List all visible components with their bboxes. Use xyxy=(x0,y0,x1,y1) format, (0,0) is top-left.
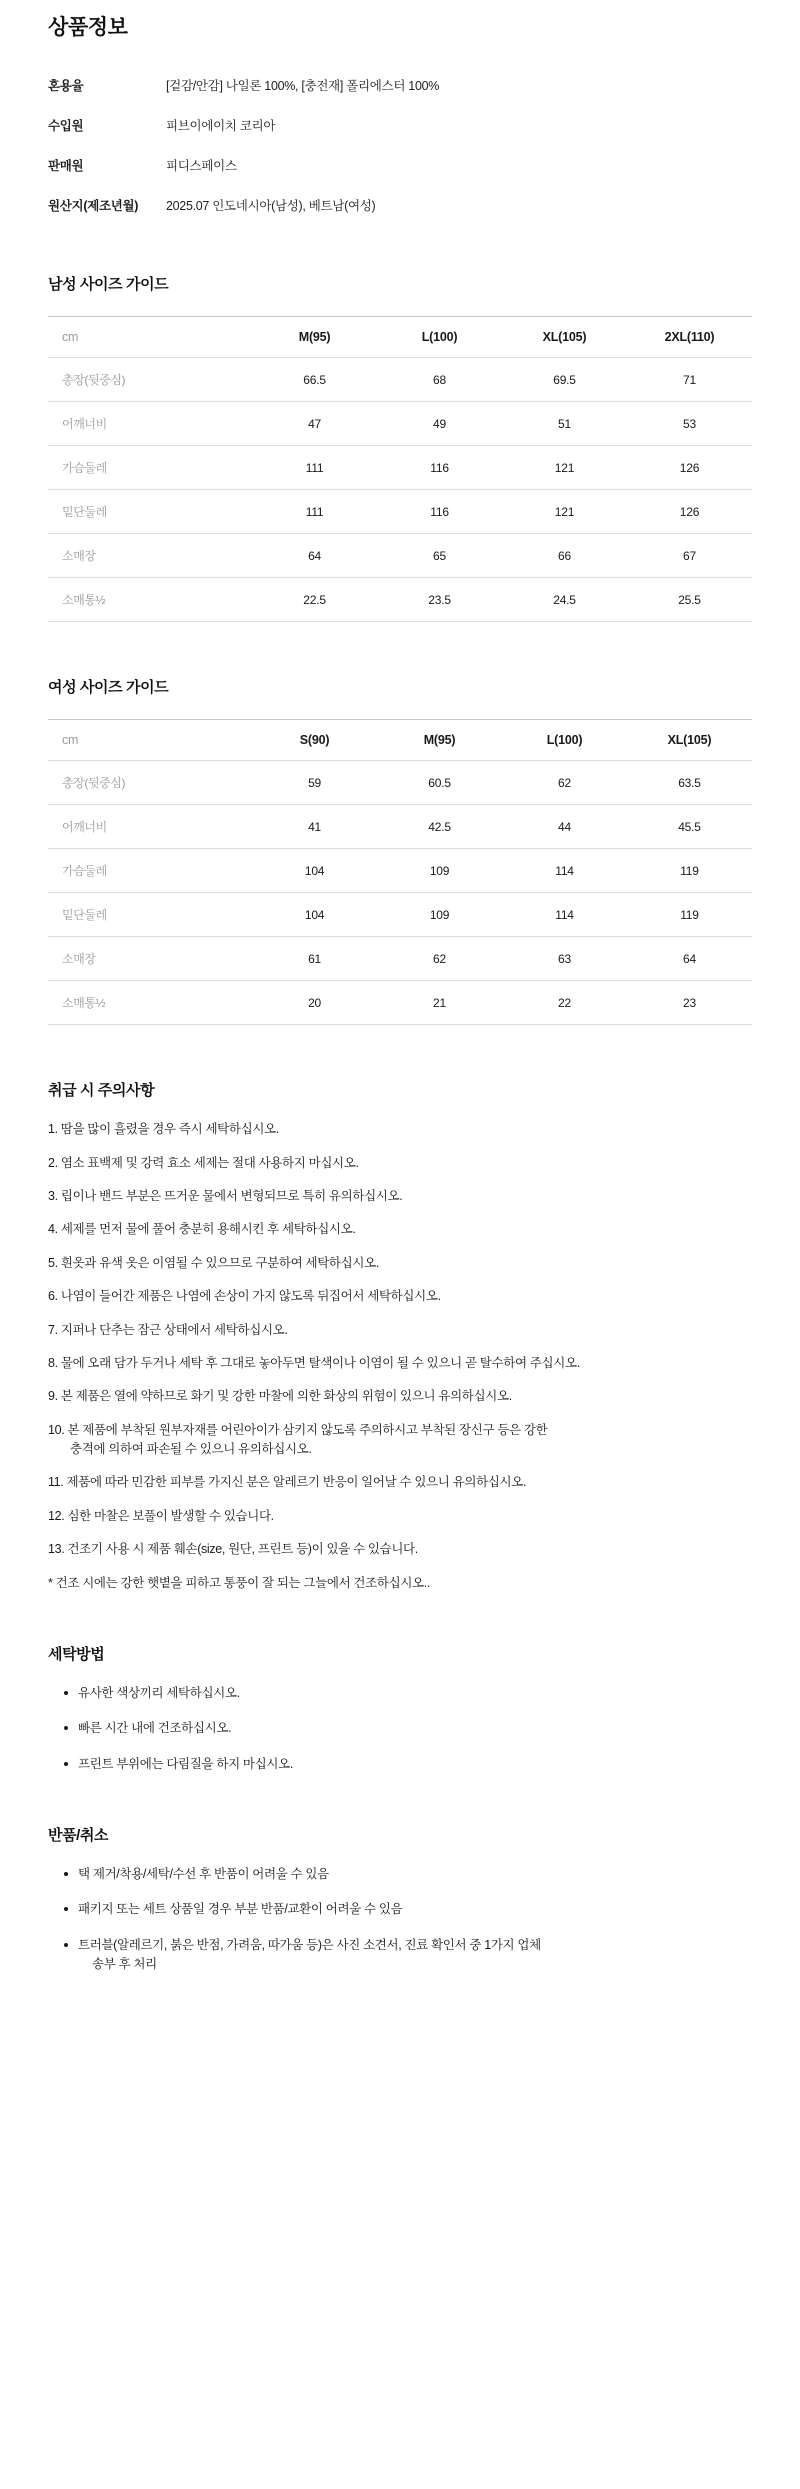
measurement-value: 42.5 xyxy=(377,805,502,849)
care-precaution-item-text: 11. 제품에 따라 민감한 피부를 가지신 분은 알레르기 반응이 일어날 수 있으니 유의하십시오. xyxy=(48,1475,527,1490)
measurement-value: 62 xyxy=(377,937,502,981)
care-precaution-item xyxy=(48,1354,752,1373)
measurement-value: 20 xyxy=(252,981,377,1025)
measurement-value: 104 xyxy=(252,849,377,893)
size-column-header: M(95) xyxy=(377,720,502,761)
washing-method-item xyxy=(64,1755,752,1774)
measurement-value: 116 xyxy=(377,446,502,490)
table-row xyxy=(48,849,752,893)
measurement-value: 111 xyxy=(252,490,377,534)
table-row xyxy=(48,893,752,937)
measurement-label: 가슴둘레 xyxy=(48,446,252,490)
size-column-header: S(90) xyxy=(252,720,377,761)
care-precaution-item xyxy=(48,1154,752,1173)
measurement-label: 어깨너비 xyxy=(48,402,252,446)
spec-row xyxy=(48,157,752,176)
measurement-value: 68 xyxy=(377,358,502,402)
care-precaution-item xyxy=(48,1540,752,1559)
care-precaution-item xyxy=(48,1254,752,1273)
measurement-value: 114 xyxy=(502,849,627,893)
size-column-header: L(100) xyxy=(502,720,627,761)
measurement-value: 53 xyxy=(627,402,752,446)
measurement-value: 62 xyxy=(502,761,627,805)
table-row xyxy=(48,578,752,622)
returns-item-text: 택 제거/착용/세탁/수선 후 반품이 어려울 수 있음 xyxy=(78,1867,329,1882)
women-size-guide-section xyxy=(48,676,752,1025)
size-column-header: XL(105) xyxy=(627,720,752,761)
measurement-value: 109 xyxy=(377,849,502,893)
measurement-value: 45.5 xyxy=(627,805,752,849)
spec-value: [겉감/안감] 나일론 100%, [충전재] 폴리에스터 100% xyxy=(166,79,440,94)
table-row xyxy=(48,937,752,981)
washing-method-heading: 세탁방법 xyxy=(48,1645,105,1663)
measurement-label: 총장(뒷중심) xyxy=(48,358,252,402)
measurement-value: 65 xyxy=(377,534,502,578)
women-size-table xyxy=(48,719,752,1025)
table-row xyxy=(48,805,752,849)
care-precaution-item xyxy=(48,1473,752,1492)
measurement-value: 71 xyxy=(627,358,752,402)
measurement-value: 64 xyxy=(627,937,752,981)
measurement-value: 63.5 xyxy=(627,761,752,805)
care-precaution-item-text: 3. 립이나 밴드 부분은 뜨거운 물에서 변형되므로 특히 유의하십시오. xyxy=(48,1189,403,1204)
measurement-label: 밑단둘레 xyxy=(48,490,252,534)
measurement-label: 소매통½ xyxy=(48,578,252,622)
washing-method-item-text: 프린트 부위에는 다림질을 하지 마십시오. xyxy=(78,1756,293,1771)
men-size-table xyxy=(48,316,752,622)
washing-method-item xyxy=(64,1684,752,1703)
care-precaution-item-text-continued: 충격에 의하여 파손될 수 있으니 유의하십시오. xyxy=(70,1442,312,1457)
measurement-value: 47 xyxy=(252,402,377,446)
measurement-value: 63 xyxy=(502,937,627,981)
measurement-value: 104 xyxy=(252,893,377,937)
returns-item-text: 패키지 또는 세트 상품일 경우 부분 반품/교환이 어려울 수 있음 xyxy=(78,1902,403,1917)
measurement-value: 49 xyxy=(377,402,502,446)
table-row xyxy=(48,534,752,578)
returns-item xyxy=(64,1900,752,1919)
returns-item-text-continued: 송부 후 처리 xyxy=(92,1957,157,1972)
size-column-header: 2XL(110) xyxy=(627,317,752,358)
measurement-value: 21 xyxy=(377,981,502,1025)
measurement-value: 23 xyxy=(627,981,752,1025)
measurement-value: 61 xyxy=(252,937,377,981)
returns-item-text: 트러블(알레르기, 붉은 반점, 가려움, 따가움 등)은 사진 소견서, 진료 확인서 중 1가지 업체 xyxy=(78,1937,541,1952)
measurement-label: 소매장 xyxy=(48,534,252,578)
unit-label: cm xyxy=(48,317,252,358)
measurement-value: 67 xyxy=(627,534,752,578)
returns-list xyxy=(48,1865,752,1975)
measurement-value: 114 xyxy=(502,893,627,937)
spec-label: 수입원 xyxy=(48,119,84,134)
care-precaution-item xyxy=(48,1120,752,1139)
care-precaution-item xyxy=(48,1287,752,1306)
measurement-label: 총장(뒷중심) xyxy=(48,761,252,805)
bottom-spacer xyxy=(48,2025,752,2145)
care-precautions-section xyxy=(48,1079,752,1593)
table-header-row xyxy=(48,720,752,761)
washing-method-item-text: 유사한 색상끼리 세탁하십시오. xyxy=(78,1685,240,1700)
care-precaution-item-text: 12. 심한 마찰은 보풀이 발생할 수 있습니다. xyxy=(48,1508,274,1523)
measurement-value: 119 xyxy=(627,849,752,893)
care-precautions-list xyxy=(48,1120,752,1559)
washing-method-section xyxy=(48,1643,752,1774)
table-row xyxy=(48,981,752,1025)
spec-value: 피브이에이치 코리아 xyxy=(166,119,276,134)
men-size-guide-section xyxy=(48,273,752,622)
returns-section xyxy=(48,1824,752,1975)
table-row xyxy=(48,402,752,446)
measurement-label: 밑단둘레 xyxy=(48,893,252,937)
spec-row xyxy=(48,77,752,96)
care-precaution-item-text: 2. 염소 표백제 및 강력 효소 세제는 절대 사용하지 마십시오. xyxy=(48,1155,359,1170)
measurement-value: 44 xyxy=(502,805,627,849)
measurement-value: 69.5 xyxy=(502,358,627,402)
measurement-label: 가슴둘레 xyxy=(48,849,252,893)
care-precaution-item-text: 8. 물에 오래 담가 두거나 세탁 후 그대로 놓아두면 탈색이나 이염이 될 수 있으니 곧 탈수하여 주십시오. xyxy=(48,1355,580,1370)
measurement-value: 64 xyxy=(252,534,377,578)
unit-label: cm xyxy=(48,720,252,761)
care-precaution-item xyxy=(48,1321,752,1340)
care-precaution-item-text: 5. 흰옷과 유색 옷은 이염될 수 있으므로 구분하여 세탁하십시오. xyxy=(48,1255,379,1270)
table-row xyxy=(48,358,752,402)
men-size-guide-heading: 남성 사이즈 가이드 xyxy=(48,276,169,294)
measurement-value: 126 xyxy=(627,490,752,534)
returns-item xyxy=(64,1865,752,1884)
spec-row xyxy=(48,197,752,216)
table-row xyxy=(48,761,752,805)
care-precaution-item-text: 10. 본 제품에 부착된 원부자재를 어린아이가 삼키지 않도록 주의하시고 부착된 장신구 등은 강한 xyxy=(48,1422,548,1437)
measurement-value: 60.5 xyxy=(377,761,502,805)
page-title: 상품정보 xyxy=(48,16,128,39)
size-column-header: M(95) xyxy=(252,317,377,358)
product-spec-list xyxy=(48,77,752,215)
men-size-table-body xyxy=(48,358,752,622)
men-size-table-head xyxy=(48,317,752,358)
care-precaution-item-text: 1. 땀을 많이 흘렸을 경우 즉시 세탁하십시오. xyxy=(48,1122,279,1137)
measurement-label: 소매장 xyxy=(48,937,252,981)
care-precaution-item-text: 4. 세제를 먼저 물에 풀어 충분히 용해시킨 후 세탁하십시오. xyxy=(48,1222,356,1237)
care-precaution-item-text: 6. 나염이 들어간 제품은 나염에 손상이 가지 않도록 뒤집어서 세탁하십시오. xyxy=(48,1289,441,1304)
measurement-value: 25.5 xyxy=(627,578,752,622)
measurement-value: 24.5 xyxy=(502,578,627,622)
care-precaution-item xyxy=(48,1387,752,1406)
care-precaution-item-text: 13. 건조기 사용 시 제품 훼손(size, 원단, 프린트 등)이 있을 수 있습니다. xyxy=(48,1542,418,1557)
care-precaution-item xyxy=(48,1187,752,1206)
measurement-value: 51 xyxy=(502,402,627,446)
spec-label: 혼용율 xyxy=(48,79,84,94)
measurement-value: 111 xyxy=(252,446,377,490)
measurement-value: 116 xyxy=(377,490,502,534)
size-column-header: XL(105) xyxy=(502,317,627,358)
washing-method-item xyxy=(64,1719,752,1738)
women-size-table-body xyxy=(48,761,752,1025)
care-precautions-heading: 취급 시 주의사항 xyxy=(48,1082,155,1100)
care-precaution-item-text: 7. 지퍼나 단추는 잠근 상태에서 세탁하십시오. xyxy=(48,1322,288,1337)
size-column-header: L(100) xyxy=(377,317,502,358)
care-precaution-item xyxy=(48,1507,752,1526)
returns-item xyxy=(64,1936,752,1975)
care-precaution-item xyxy=(48,1421,752,1460)
measurement-value: 22.5 xyxy=(252,578,377,622)
measurement-value: 22 xyxy=(502,981,627,1025)
spec-label: 판매원 xyxy=(48,158,84,173)
spec-value: 2025.07 인도네시아(남성), 베트남(여성) xyxy=(166,198,376,213)
care-precaution-item-text: 9. 본 제품은 열에 약하므로 화기 및 강한 마찰에 의한 화상의 위험이 있으니 유의하십시오. xyxy=(48,1389,512,1404)
table-header-row xyxy=(48,317,752,358)
measurement-value: 66 xyxy=(502,534,627,578)
returns-heading: 반품/취소 xyxy=(48,1827,109,1845)
spec-row xyxy=(48,117,752,136)
measurement-label: 어깨너비 xyxy=(48,805,252,849)
measurement-value: 109 xyxy=(377,893,502,937)
measurement-value: 121 xyxy=(502,446,627,490)
women-size-guide-heading: 여성 사이즈 가이드 xyxy=(48,679,169,697)
measurement-value: 66.5 xyxy=(252,358,377,402)
measurement-value: 119 xyxy=(627,893,752,937)
care-precaution-item xyxy=(48,1220,752,1239)
measurement-value: 41 xyxy=(252,805,377,849)
care-precautions-note: * 건조 시에는 강한 햇볕을 피하고 통풍이 잘 되는 그늘에서 건조하십시오.. xyxy=(48,1575,431,1590)
table-row xyxy=(48,446,752,490)
measurement-value: 126 xyxy=(627,446,752,490)
measurement-value: 59 xyxy=(252,761,377,805)
measurement-label: 소매통½ xyxy=(48,981,252,1025)
spec-label: 원산지(제조년월) xyxy=(48,198,139,213)
washing-method-list xyxy=(48,1684,752,1774)
women-size-table-head xyxy=(48,720,752,761)
table-row xyxy=(48,490,752,534)
measurement-value: 121 xyxy=(502,490,627,534)
measurement-value: 23.5 xyxy=(377,578,502,622)
washing-method-item-text: 빠른 시간 내에 건조하십시오. xyxy=(78,1721,232,1736)
spec-value: 피디스페이스 xyxy=(166,158,237,173)
